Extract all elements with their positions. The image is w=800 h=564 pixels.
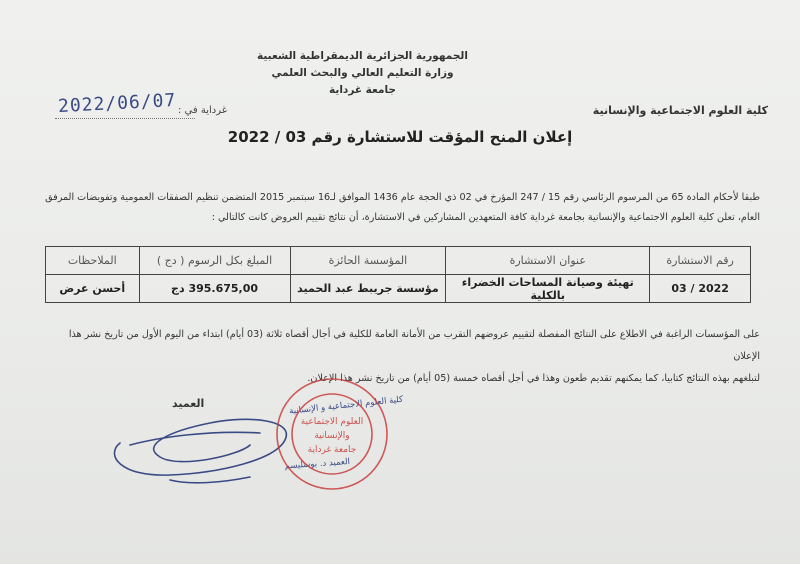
dean-label: العميد	[172, 397, 205, 410]
date-dotted-line	[55, 118, 195, 119]
cell-amount: 395.675,00 دج	[139, 275, 290, 303]
letterhead	[245, 48, 480, 99]
cell-institution: مؤسسة جريبط عبد الحميد	[290, 275, 446, 303]
intro-line-2: العام، تعلن كلية العلوم الاجتماعية والإنسانية بجامعة غرداية كافة المتعهدين المشاركين في الاستشارة، أن نتائج تقييم العروض كانت كالتالي :	[211, 212, 760, 223]
announcement-title: إعلان المنح المؤقت للاستشارة رقم 03 / 2022	[227, 128, 573, 146]
header-notes: الملاحظات	[46, 247, 140, 275]
cell-number: 2022 / 03	[650, 275, 751, 303]
header-institution: المؤسسة الحائزة	[290, 247, 446, 275]
stamp-line-1: العلوم الاجتماعية	[300, 417, 364, 427]
table-header-row	[46, 247, 751, 275]
stamp-line-3: جامعة غرداية	[307, 445, 357, 455]
cell-notes: أحسن عرض	[46, 275, 140, 303]
handwritten-date: 2022/06/07	[57, 89, 177, 118]
stamp-line-2: والإنسانية	[314, 431, 350, 441]
cell-title: تهيئة وصيانة المساحات الخضراء بالكلية	[446, 275, 650, 303]
closing-line-1: على المؤسسات الراغبة في الاطلاع على النتائج المفصلة لتقييم عروضهم التقرب من الأمانة العامة للكلية في أجال أقصاه ثلاثة (03 أيام) ابتداء من اليوم الأول من تاريخ نشر هذا الإعلان	[68, 329, 760, 362]
header-number: رقم الاستشارة	[650, 247, 751, 275]
university-stamp	[270, 372, 395, 497]
signature-text-top: كلية العلوم الاجتماعية و الإنسانية	[288, 394, 404, 417]
faculty-name: كلية العلوم الاجتماعية والإنسانية	[592, 104, 768, 117]
signature-text-name: العميد د. بوسليسم	[284, 456, 351, 472]
date-label: غرداية في :	[178, 105, 227, 116]
results-table	[45, 246, 751, 303]
table-row	[46, 275, 751, 303]
header-title: عنوان الاستشارة	[446, 247, 650, 275]
closing-line-2: لتبلغهم بهذه النتائج كتابيا، كما يمكنهم تقديم طعون وهذا في أجل أقصاه خمسة (05 أيام) من تاريخ نشر هذا الإعلان.	[307, 373, 760, 384]
header-amount: المبلغ بكل الرسوم ( دج )	[139, 247, 290, 275]
republic-name: الجمهورية الجزائرية الديمقراطية الشعبية	[257, 50, 468, 62]
intro-paragraph	[40, 188, 760, 228]
university-name: جامعة غرداية	[329, 84, 396, 96]
ministry-name: وزارة التعليم العالي والبحث العلمي	[271, 67, 454, 79]
closing-paragraph	[40, 324, 760, 390]
intro-line-1: طبقا لأحكام المادة 65 من المرسوم الرئاسي رقم 15 / 247 المؤرخ في 02 ذي الحجة عام 1436 الموافق لـ16 سبتمبر 2015 المتضمن تنظيم الصفقات العمومية وتفويضات المرفق	[45, 192, 760, 203]
